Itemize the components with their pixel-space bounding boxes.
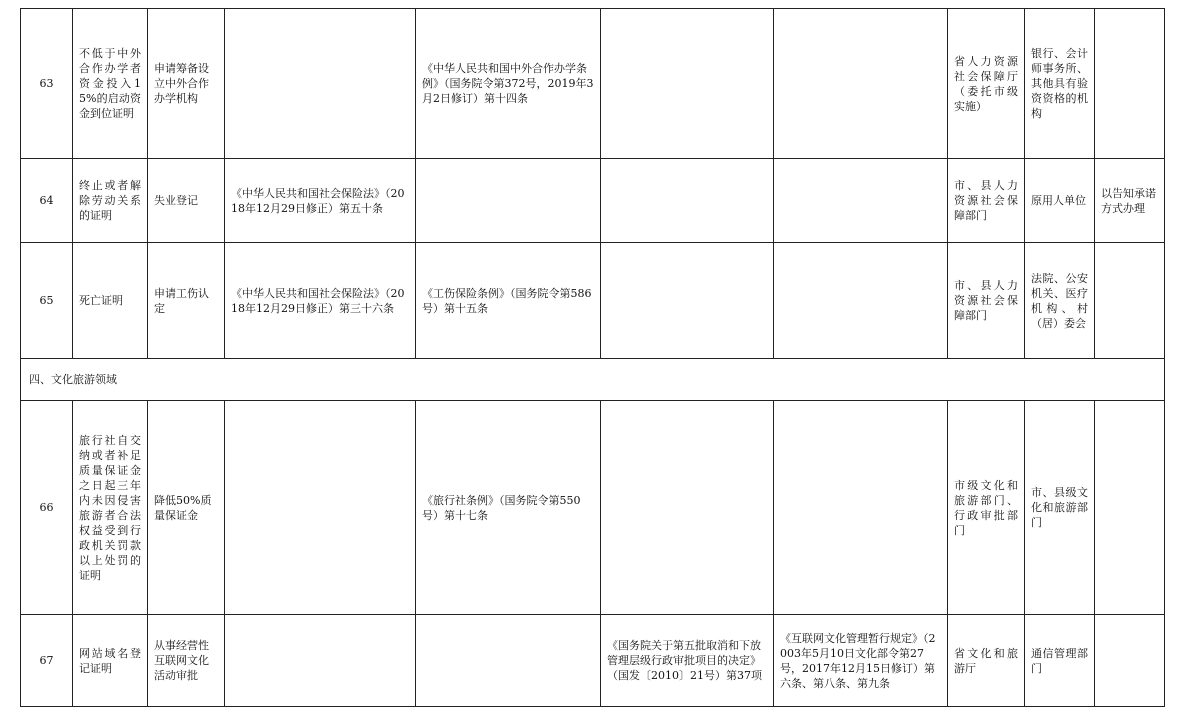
method-cell xyxy=(1095,9,1165,159)
state-doc-cell xyxy=(601,159,774,243)
dept-rule-cell xyxy=(774,401,948,615)
state-doc-cell: 《国务院关于第五批取消和下放管理层级行政审批项目的决定》（国发〔2010〕21号）第37项 xyxy=(601,615,774,707)
regulation-cell xyxy=(416,159,601,243)
material-cell: 网站域名登记证明 xyxy=(73,615,148,707)
matter-cell: 从事经营性互联网文化活动审批 xyxy=(148,615,225,707)
regulation-cell: 《旅行社条例》（国务院令第550号）第十七条 xyxy=(416,401,601,615)
table-row xyxy=(21,243,1165,359)
table-row xyxy=(21,615,1165,707)
matter-cell: 降低50%质量保证金 xyxy=(148,401,225,615)
department-cell: 省文化和旅游厅 xyxy=(948,615,1025,707)
table-row xyxy=(21,9,1165,159)
row-number: 67 xyxy=(21,615,73,707)
section-row xyxy=(21,359,1165,401)
department-cell: 市、县人力资源社会保障部门 xyxy=(948,159,1025,243)
material-cell: 旅行社自交纳或者补足质量保证金之日起三年内未因侵害旅游者合法权益受到行政机关罚款以上处罚的证明 xyxy=(73,401,148,615)
method-cell: 以告知承诺方式办理 xyxy=(1095,159,1165,243)
dept-rule-cell xyxy=(774,243,948,359)
matter-cell: 申请筹备设立中外合作办学机构 xyxy=(148,9,225,159)
dept-rule-cell xyxy=(774,9,948,159)
row-number: 65 xyxy=(21,243,73,359)
section-heading: 四、文化旅游领域 xyxy=(21,359,1165,401)
material-cell: 不低于中外合作办学者资金投入15%的启动资金到位证明 xyxy=(73,9,148,159)
regulation-cell xyxy=(416,615,601,707)
dept-rule-cell xyxy=(774,159,948,243)
material-cell: 死亡证明 xyxy=(73,243,148,359)
department-cell: 省人力资源社会保障厅（委托市级实施） xyxy=(948,9,1025,159)
regulation-cell: 《工伤保险条例》（国务院令第586号）第十五条 xyxy=(416,243,601,359)
issuer-cell: 市、县级文化和旅游部门 xyxy=(1025,401,1095,615)
table-row xyxy=(21,401,1165,615)
law-cell xyxy=(225,9,416,159)
row-number: 66 xyxy=(21,401,73,615)
state-doc-cell xyxy=(601,9,774,159)
law-cell: 《中华人民共和国社会保险法》（2018年12月29日修正）第五十条 xyxy=(225,159,416,243)
department-cell: 市级文化和旅游部门、行政审批部门 xyxy=(948,401,1025,615)
matter-cell: 申请工伤认定 xyxy=(148,243,225,359)
method-cell xyxy=(1095,615,1165,707)
method-cell xyxy=(1095,401,1165,615)
issuer-cell: 法院、公安机关、医疗机构、村（居）委会 xyxy=(1025,243,1095,359)
dept-rule-cell: 《互联网文化管理暂行规定》（2003年5月10日文化部令第27号，2017年12月15日修订）第六条、第八条、第九条 xyxy=(774,615,948,707)
law-cell xyxy=(225,401,416,615)
department-cell: 市、县人力资源社会保障部门 xyxy=(948,243,1025,359)
state-doc-cell xyxy=(601,243,774,359)
issuer-cell: 银行、会计师事务所、其他具有验资资格的机构 xyxy=(1025,9,1095,159)
issuer-cell: 原用人单位 xyxy=(1025,159,1095,243)
table-row xyxy=(21,159,1165,243)
law-cell xyxy=(225,615,416,707)
row-number: 64 xyxy=(21,159,73,243)
law-cell: 《中华人民共和国社会保险法》（2018年12月29日修正）第三十六条 xyxy=(225,243,416,359)
matter-cell: 失业登记 xyxy=(148,159,225,243)
certificate-table xyxy=(20,8,1165,707)
method-cell xyxy=(1095,243,1165,359)
row-number: 63 xyxy=(21,9,73,159)
state-doc-cell xyxy=(601,401,774,615)
material-cell: 终止或者解除劳动关系的证明 xyxy=(73,159,148,243)
issuer-cell: 通信管理部门 xyxy=(1025,615,1095,707)
regulation-cell: 《中华人民共和国中外合作办学条例》（国务院令第372号，2019年3月2日修订）第十四条 xyxy=(416,9,601,159)
